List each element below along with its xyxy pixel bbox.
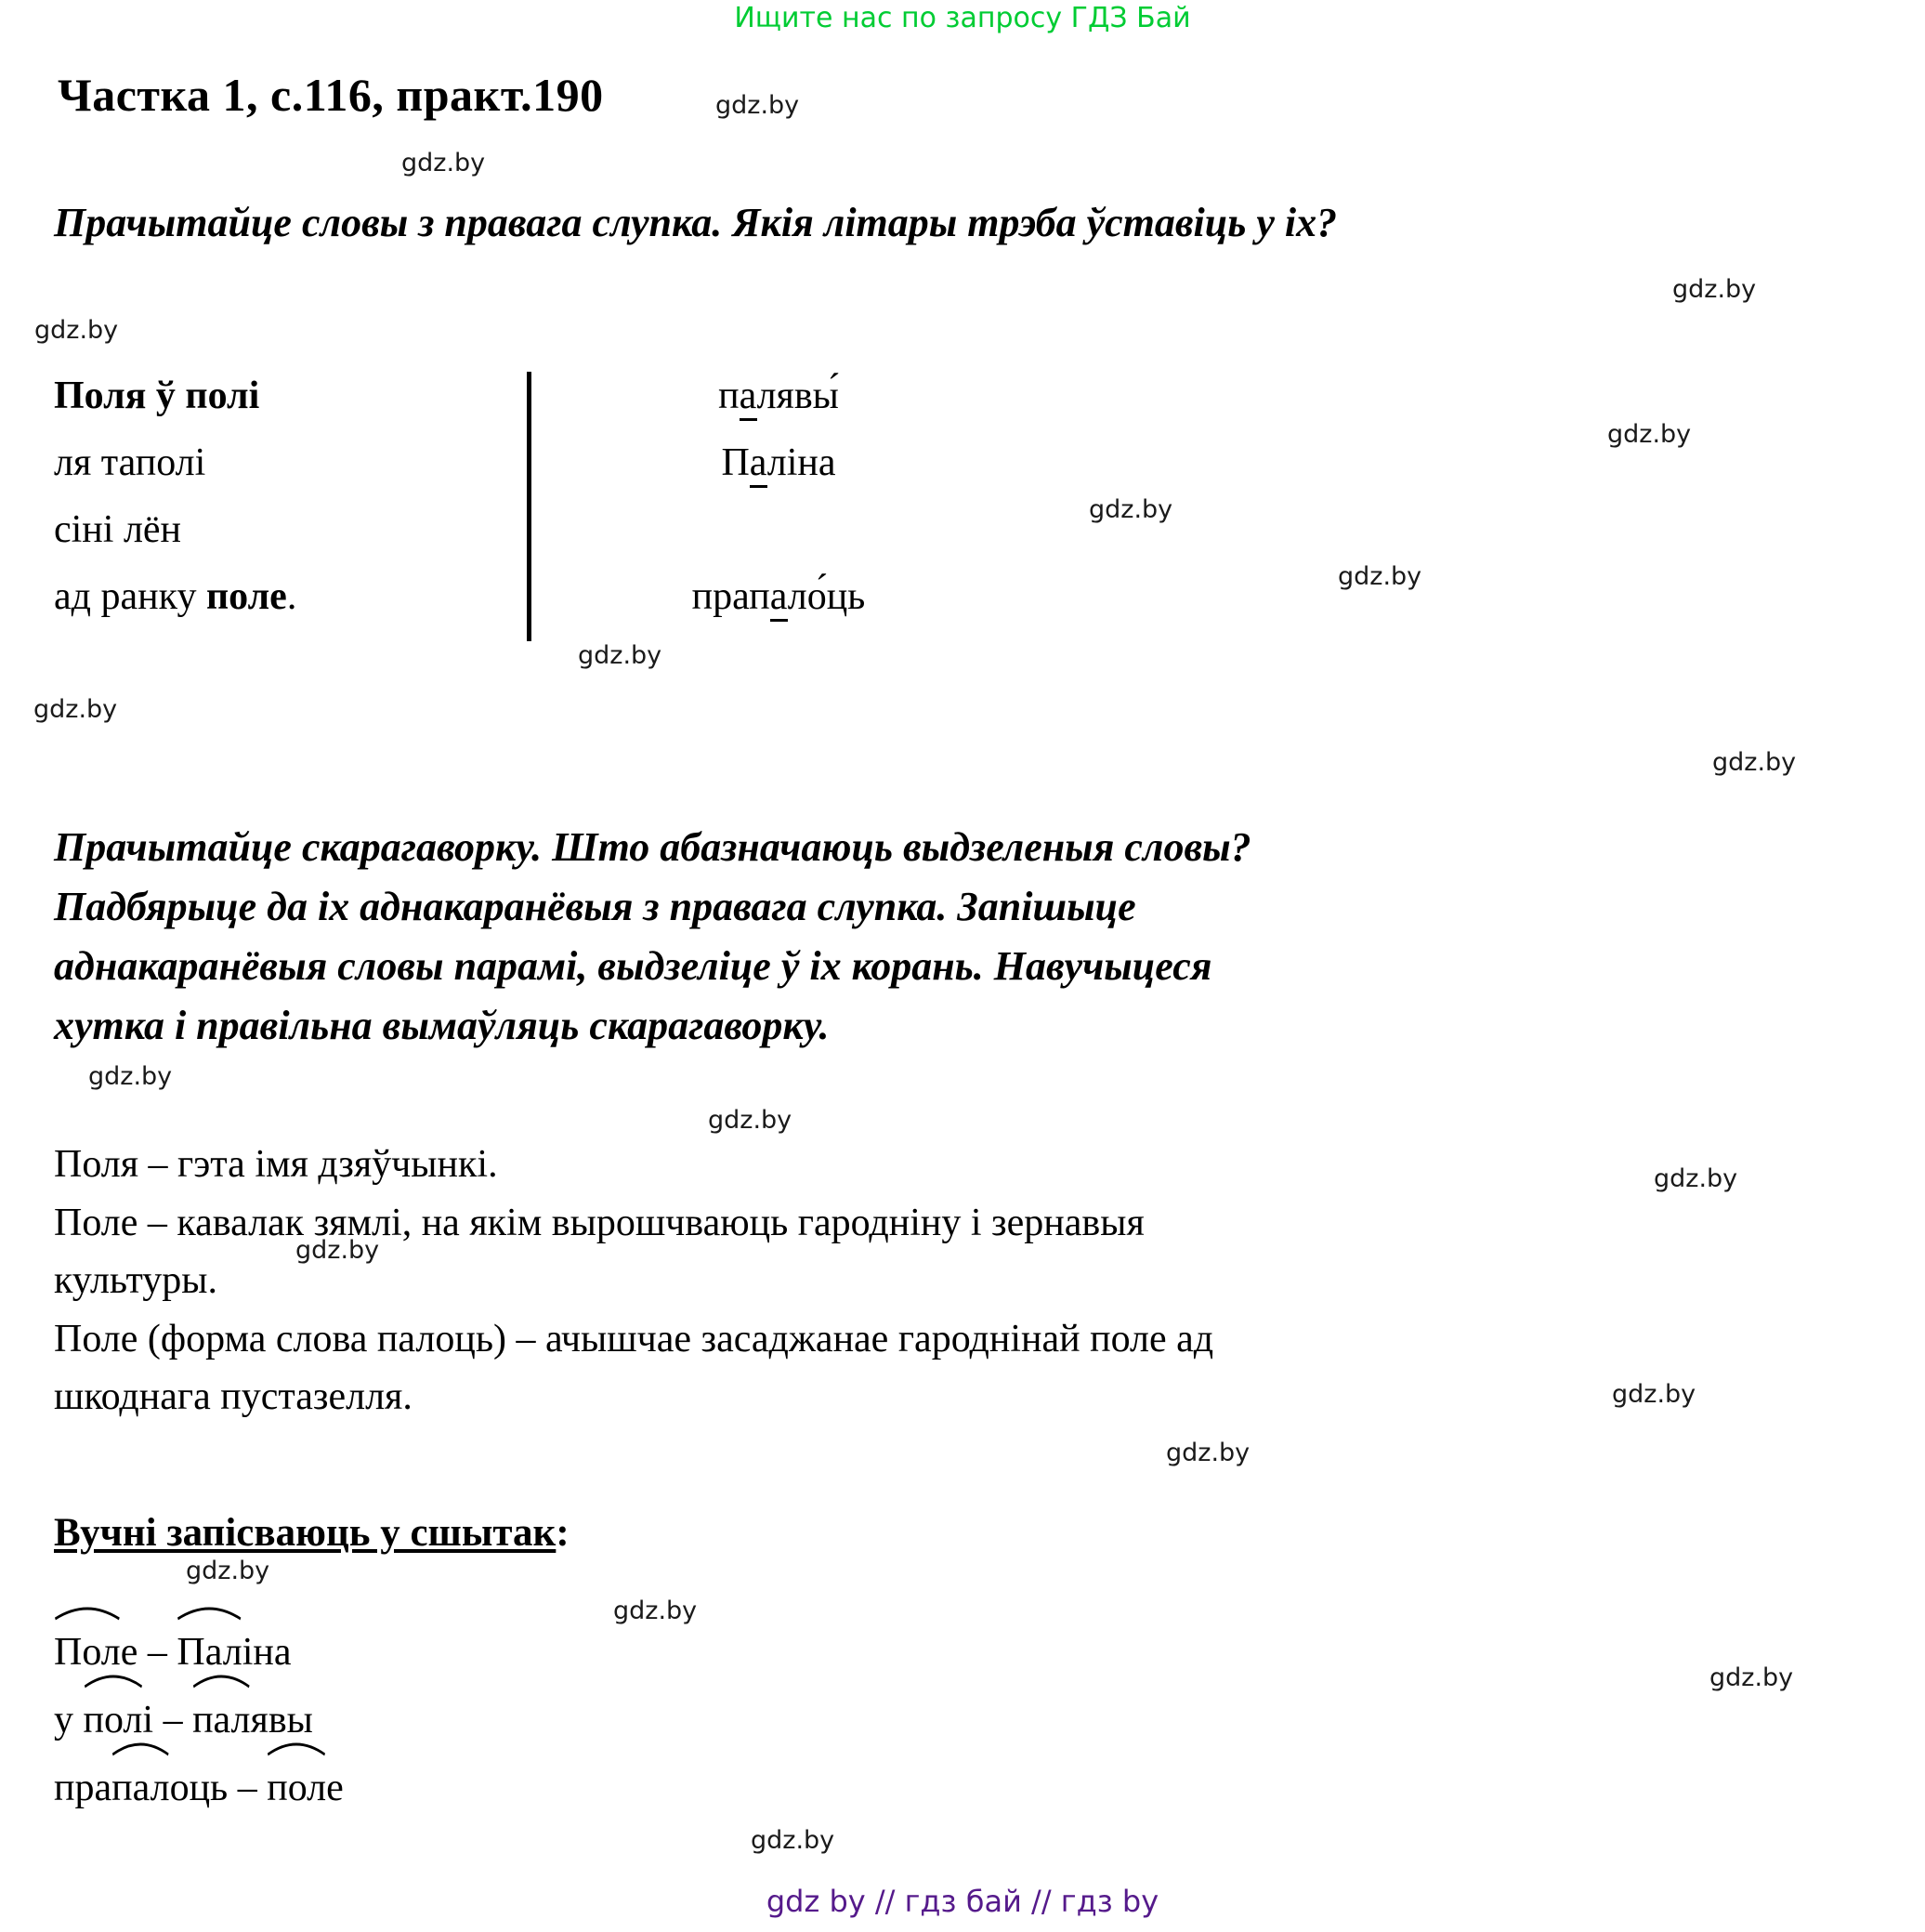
- answer-row-3-right-rest: е: [326, 1767, 344, 1809]
- watermark: gdz.by: [1166, 1439, 1251, 1467]
- left-row-4-suffix: .: [286, 575, 297, 618]
- root-arc-icon: [54, 1600, 121, 1621]
- answer-row-2-left-rest: і: [142, 1699, 154, 1741]
- right-row-3-suffix: ло́ць: [787, 575, 866, 618]
- definition-paragraph-2-line-1: Поле – кавалак зямлі, на якім вырошчваюць гародніну і зернавыя: [54, 1202, 1145, 1244]
- right-row-2-suffix: ліна: [766, 441, 836, 484]
- root-mark-group: [111, 1755, 169, 1822]
- watermark: gdz.by: [34, 316, 119, 345]
- definition-paragraph-3-line-1: Поле (форма слова палоць) – ачышчае засаджанае гароднінай поле ад: [54, 1318, 1214, 1360]
- watermark: gdz.by: [295, 1236, 380, 1265]
- watermark: gdz.by: [1607, 420, 1692, 449]
- root-mark-group: [84, 1687, 143, 1755]
- watermark: gdz.by: [1709, 1663, 1794, 1692]
- definition-paragraph-3-line-2: шкоднага пустазелля.: [54, 1375, 412, 1418]
- right-row-1-prefix: п: [718, 375, 740, 417]
- footer-links: gdz by // гдз бай // гдз by: [766, 1884, 1159, 1919]
- task-prompt-2-line-3: аднакаранёвыя словы парамі, выдзеліце ў іх корань. Навучыцеся: [54, 943, 1212, 989]
- watermark: gdz.by: [401, 149, 486, 177]
- answer-row-2-left-root: пол: [83, 1699, 143, 1741]
- word-list-right-column: [574, 362, 983, 630]
- left-row-4-highlight: поле: [205, 575, 287, 618]
- watermark: gdz.by: [1089, 495, 1173, 524]
- task-prompt-1-line-2: іх?: [1284, 200, 1338, 245]
- notebook-subheading: [54, 1510, 570, 1556]
- right-row-3-prefix: прап: [691, 575, 770, 618]
- definition-paragraph-2-line-2: культуры.: [54, 1259, 217, 1302]
- answer-row-3-prefix: пра: [54, 1767, 112, 1809]
- watermark: gdz.by: [1672, 275, 1757, 304]
- page-title: Частка 1, с.116, практ.190: [58, 69, 604, 121]
- answer-row-1-left-rest: е: [120, 1631, 138, 1674]
- answer-row-2: [54, 1687, 344, 1755]
- answer-row-1: [54, 1619, 344, 1687]
- watermark: gdz.by: [751, 1826, 835, 1855]
- root-mark-group: [177, 1619, 242, 1687]
- answer-row-1-separator: –: [138, 1631, 177, 1674]
- right-column-spacer: [574, 496, 983, 563]
- definition-paragraph-1: Поля – гэта імя дзяўчынкі.: [54, 1143, 498, 1186]
- notebook-subheading-text: Вучні запісваюць у сшытак: [54, 1511, 557, 1555]
- watermark: gdz.by: [1338, 562, 1422, 591]
- answer-row-2-prefix: у: [54, 1699, 84, 1741]
- promo-banner: Ищите нас по запросу ГДЗ Бай: [734, 2, 1191, 34]
- watermark: gdz.by: [715, 91, 800, 120]
- answer-row-3-left-rest: оць: [169, 1767, 229, 1809]
- right-row-3: [574, 563, 983, 630]
- left-row-4-prefix: ад ранку: [54, 575, 206, 618]
- right-row-1: [574, 362, 983, 429]
- root-mark-group: [267, 1755, 326, 1822]
- watermark: gdz.by: [186, 1557, 270, 1585]
- watermark: gdz.by: [88, 1062, 173, 1091]
- task-prompt-2-line-2: Падбярыце да іх аднакаранёвыя з правага слупка. Запішыце: [54, 884, 1136, 929]
- right-row-2: [574, 429, 983, 496]
- left-row-2: ля таполі: [54, 441, 206, 484]
- definition-paragraph-3: [54, 1310, 1726, 1426]
- answer-row-3: [54, 1755, 344, 1822]
- right-row-2-prefix: П: [721, 441, 750, 484]
- task-prompt-2-line-1: Прачытайце скарагаворку. Што абазначаюць выдзеленыя словы?: [54, 824, 1251, 870]
- watermark: gdz.by: [1612, 1380, 1696, 1409]
- watermark: gdz.by: [1712, 748, 1797, 777]
- answer-row-1-left-root: Пол: [54, 1631, 121, 1674]
- root-mark-group: [54, 1619, 121, 1687]
- right-row-3-missing-letter: а: [770, 575, 788, 622]
- left-row-3: сіні лён: [54, 508, 182, 551]
- answer-block: [54, 1619, 344, 1822]
- watermark: gdz.by: [1654, 1164, 1738, 1193]
- task-prompt-2-line-4: хутка і правільна вымаўляць скарагаворку.: [54, 1003, 830, 1048]
- right-row-1-missing-letter: а: [740, 375, 757, 421]
- task-prompt-1-line-1: Прачытайце словы з правага слупка. Якія літары трэба ўставіць у: [54, 200, 1275, 245]
- answer-row-1-right-root: Пал: [177, 1631, 242, 1674]
- word-list-left-column: [54, 362, 491, 630]
- answer-row-3-separator: –: [228, 1767, 268, 1809]
- watermark: gdz.by: [33, 695, 118, 724]
- root-arc-icon: [177, 1600, 242, 1621]
- answer-row-2-separator: –: [153, 1699, 193, 1741]
- right-row-1-suffix: лявы́: [756, 375, 839, 417]
- answer-row-3-left-root: пал: [111, 1767, 170, 1809]
- answer-row-3-right-root: пол: [267, 1767, 327, 1809]
- answer-row-2-right-root: пал: [192, 1699, 251, 1741]
- task-prompt-2: [54, 818, 1726, 1056]
- column-divider: [527, 372, 531, 641]
- left-row-4: [54, 563, 491, 630]
- answer-row-2-right-rest: явы: [250, 1699, 313, 1741]
- watermark: gdz.by: [613, 1597, 698, 1625]
- task-prompt-1: [54, 195, 1726, 250]
- notebook-subheading-colon: :: [556, 1511, 570, 1555]
- root-mark-group: [192, 1687, 250, 1755]
- watermark: gdz.by: [708, 1106, 792, 1135]
- answer-row-1-right-rest: іна: [242, 1631, 292, 1674]
- watermark: gdz.by: [578, 641, 662, 670]
- left-row-1: Поля ў полі: [54, 375, 260, 417]
- right-row-2-missing-letter: а: [750, 441, 767, 488]
